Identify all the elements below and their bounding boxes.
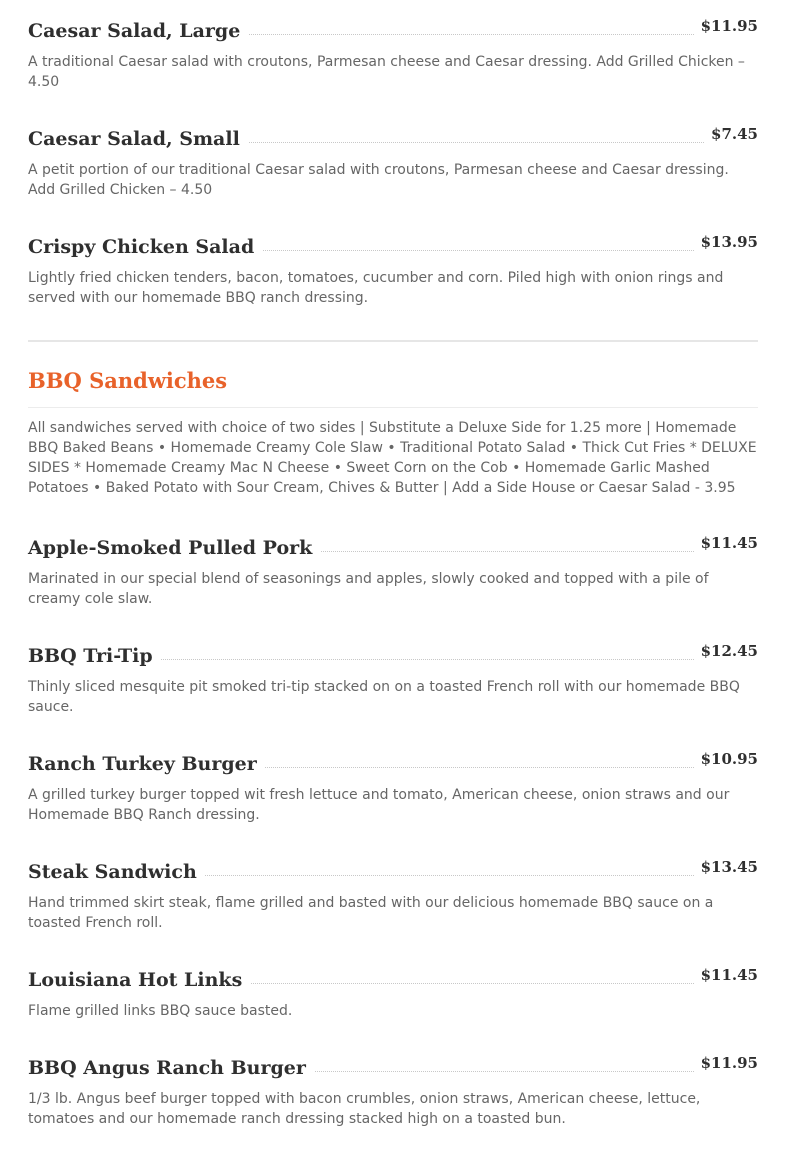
menu-item-apple-smoked-pulled-pork (28, 533, 758, 609)
menu-item-caesar-salad-large (28, 16, 758, 92)
menu-item-price: $11.95 (695, 14, 758, 38)
menu-item-bbq-angus-ranch-burger (28, 1053, 758, 1129)
menu-item-name: Crispy Chicken Salad (28, 232, 262, 262)
menu-item-name: Steak Sandwich (28, 857, 205, 887)
menu-item-description: Lightly fried chicken tenders, bacon, tomatoes, cucumber and corn. Piled high with onion rings and served with our homemade BBQ ranch dressing. (28, 270, 724, 306)
menu-item-description: Thinly sliced mesquite pit smoked tri-tip stacked on on a toasted French roll with our homemade BBQ sauce. (28, 679, 740, 715)
section-divider (28, 340, 758, 342)
menu-item-name: Caesar Salad, Small (28, 124, 248, 154)
menu-item-louisiana-hot-links (28, 965, 758, 1021)
menu-item-description: Hand trimmed skirt steak, flame grilled and basted with our delicious homemade BBQ sauce on a toasted French roll. (28, 895, 714, 931)
section-sides-note: All sandwiches served with choice of two sides | Substitute a Deluxe Side for 1.25 more | Homemade BBQ Baked Beans • Homemade Creamy Cole Slaw • Traditional Potato Salad • Thick Cut Fries * DELUXE SIDES * Homemade Creamy Mac N Cheese • Sweet Corn on the Cob • Homemade Garlic Mashed Potatoes • Baked Potato with Sour Cream, Chives & Butter | Add a Side House or Caesar Salad - 3.95 (28, 420, 757, 496)
menu-item-description: A petit portion of our traditional Caesar salad with croutons, Parmesan cheese and Caesar dressing. Add Grilled Chicken – 4.50 (28, 162, 729, 198)
menu-item-price: $11.95 (695, 1051, 758, 1075)
menu-item-ranch-turkey-burger (28, 749, 758, 825)
menu-item-header (28, 1053, 758, 1083)
menu-item-description: Flame grilled links BBQ sauce basted. (28, 1003, 293, 1019)
menu-item-caesar-salad-small (28, 124, 758, 200)
section-title: BBQ Sandwiches (28, 368, 228, 393)
menu-item-name: Ranch Turkey Burger (28, 749, 265, 779)
menu-item-steak-sandwich (28, 857, 758, 933)
menu-item-header (28, 749, 758, 779)
menu-item-name: Apple-Smoked Pulled Pork (28, 533, 320, 563)
menu-item-description: A grilled turkey burger topped wit fresh lettuce and tomato, American cheese, onion straws and our Homemade BBQ Ranch dressing. (28, 787, 730, 823)
menu-item-name: Louisiana Hot Links (28, 965, 250, 995)
menu-item-price: $13.95 (695, 230, 758, 254)
menu-item-name: BBQ Angus Ranch Burger (28, 1053, 314, 1083)
menu-item-price: $10.95 (695, 747, 758, 771)
menu-item-header (28, 16, 758, 46)
menu-item-header (28, 232, 758, 262)
menu-item-bbq-tri-tip (28, 641, 758, 717)
menu-item-price: $13.45 (695, 855, 758, 879)
menu-item-price: $11.45 (695, 963, 758, 987)
menu-item-name: Caesar Salad, Large (28, 16, 248, 46)
menu-item-header (28, 641, 758, 671)
menu-item-name: BBQ Tri-Tip (28, 641, 161, 671)
menu-item-crispy-chicken-salad (28, 232, 758, 308)
menu-item-header (28, 857, 758, 887)
menu-item-header (28, 124, 758, 154)
menu-item-header (28, 533, 758, 563)
menu-item-description: 1/3 lb. Angus beef burger topped with bacon crumbles, onion straws, American cheese, lettuce, tomatoes and our homemade ranch dressing stacked high on a toasted bun. (28, 1091, 701, 1127)
menu-item-header (28, 965, 758, 995)
menu-item-price: $11.45 (695, 531, 758, 555)
section-title-divider (28, 407, 758, 408)
menu-item-price: $7.45 (705, 122, 758, 146)
menu-item-description: Marinated in our special blend of seasonings and apples, slowly cooked and topped with a pile of creamy cole slaw. (28, 571, 709, 607)
menu-item-description: A traditional Caesar salad with croutons, Parmesan cheese and Caesar dressing. Add Grilled Chicken – 4.50 (28, 54, 745, 90)
menu-item-price: $12.45 (695, 639, 758, 663)
